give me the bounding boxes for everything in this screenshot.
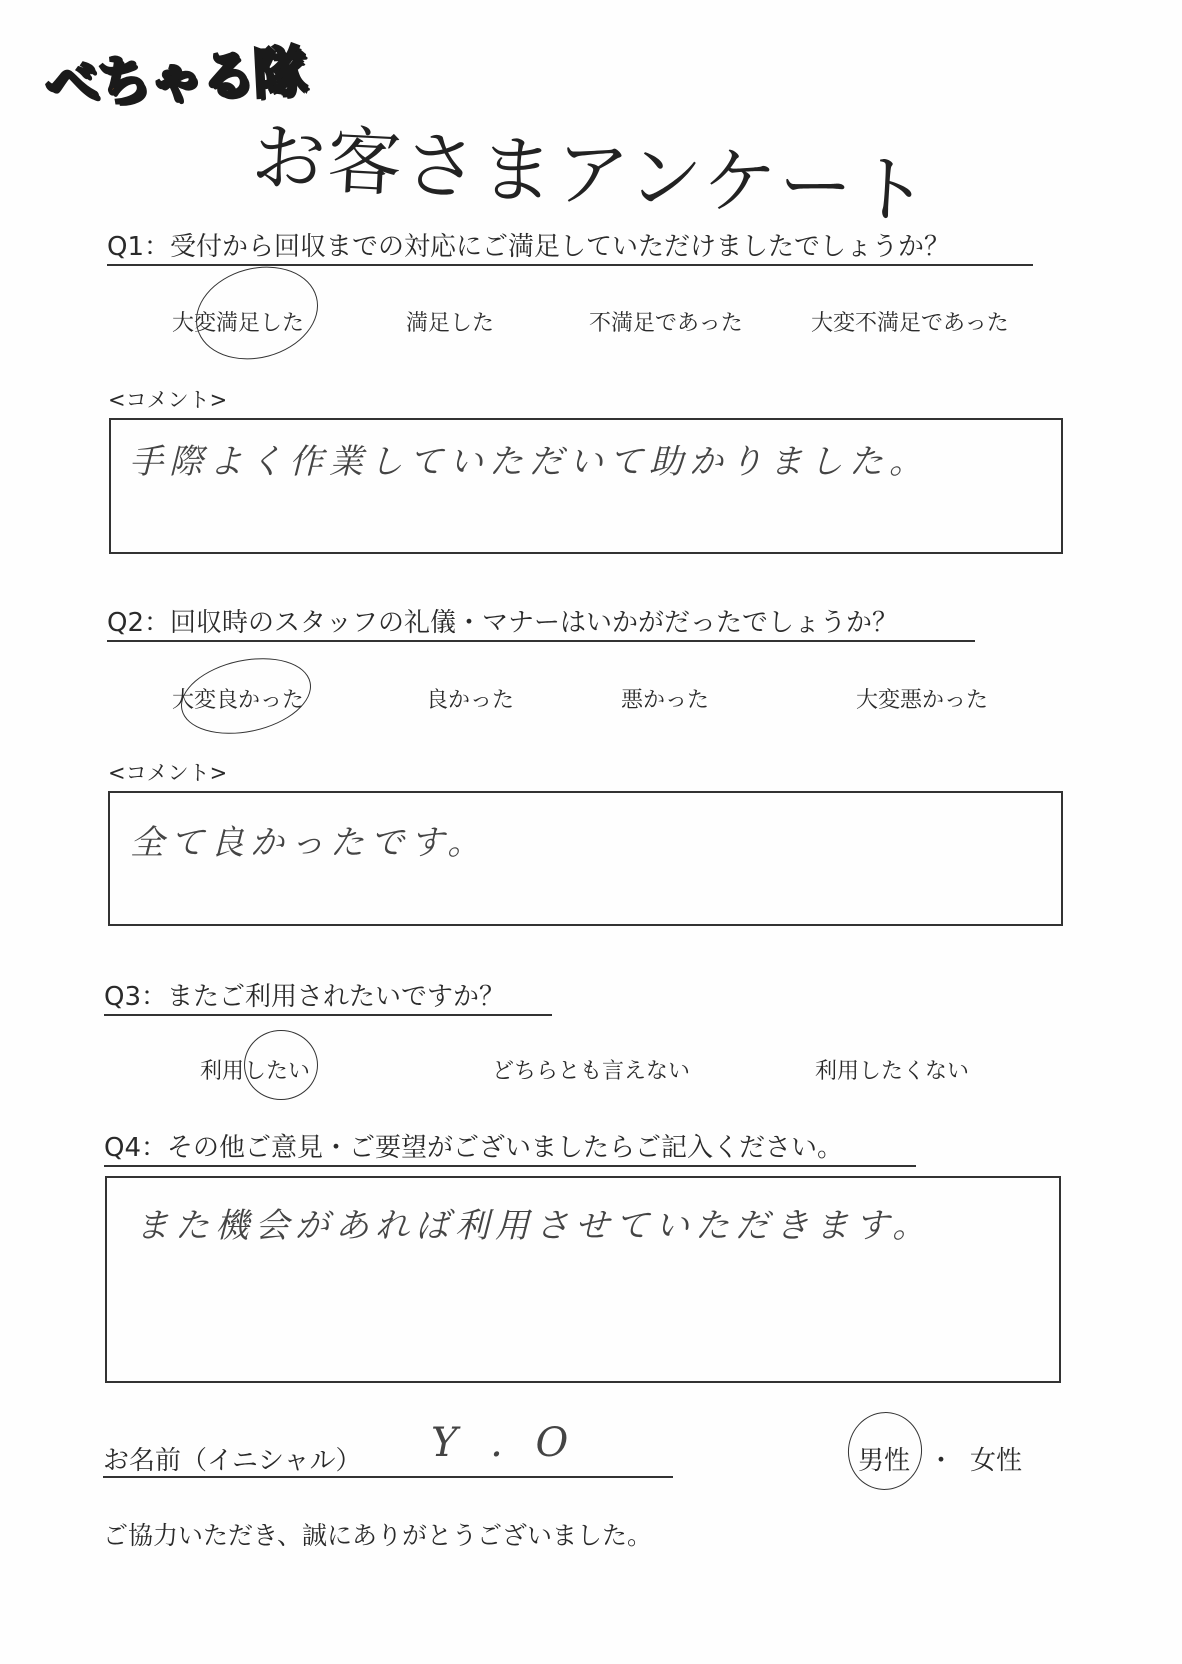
q3-option-1[interactable]: 利用したい [200,1059,311,1084]
q3-option-2[interactable]: どちらとも言えない [492,1059,691,1084]
selection-circle [842,1406,928,1496]
gender-female[interactable]: 女性 [970,1446,1023,1476]
q1-option-4[interactable]: 大変不満足であった [811,311,1009,336]
q2-option-4[interactable]: 大変悪かった [856,688,989,713]
gender-male[interactable]: 男性 [858,1446,911,1476]
q1-option-3[interactable]: 不満足であった [589,311,743,336]
q1-comment-box[interactable] [109,418,1063,554]
q1-option-2[interactable]: 満足した [406,311,495,336]
q2-comment-label: <コメント> [108,761,228,785]
name-value: Y . O [431,1420,579,1466]
q1-question: Q1：受付から回収までの対応にご満足していただけましたでしょうか？ [107,226,1033,266]
q3-option-3[interactable]: 利用したくない [815,1059,970,1084]
q2-comment-box[interactable] [108,791,1063,926]
q2-option-2[interactable]: 良かった [426,688,515,713]
q4-question: Q4：その他ご意見・ご要望がございましたらご記入ください。 [104,1127,916,1167]
gender-separator: ・ [928,1446,955,1476]
q2-option-3[interactable]: 悪かった [621,688,710,713]
selection-circle [174,647,318,745]
name-label: お名前（イニシャル） [103,1446,362,1476]
logo: べちゃる隊 [43,40,307,117]
q1-comment-label: <コメント> [108,388,228,412]
selection-circle [185,253,328,372]
q4-answer-box[interactable] [105,1176,1061,1383]
q2-option-1[interactable]: 大変良かった [172,688,305,713]
q1-comment-text: 手際よく作業していただいて助かりました。 [129,442,929,482]
page-title: お客さまアンケート [249,114,933,236]
q3-question: Q3：またご利用されたいですか？ [104,976,552,1016]
q2-question: Q2：回収時のスタッフの礼儀・マナーはいかがだったでしょうか？ [107,602,975,642]
q2-comment-text: 全て良かったです。 [130,823,488,863]
selection-circle [244,1030,318,1100]
q1-option-1[interactable]: 大変満足した [172,311,305,336]
thanks-message: ご協力いただき、誠にありがとうございました。 [103,1521,653,1550]
name-underline [103,1476,673,1478]
q4-answer-text: また機会があれば利用させていただきます。 [135,1206,933,1246]
